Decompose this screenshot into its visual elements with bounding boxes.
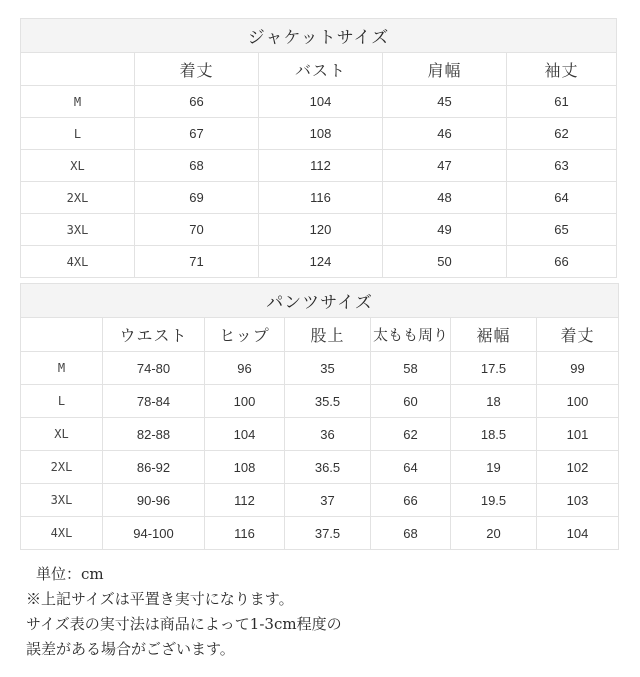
pants-rise-value: 36.5 — [285, 451, 371, 484]
jacket-length-value: 69 — [135, 182, 259, 214]
flat-measurement-note: ※上記サイズは平置き実寸になります。 — [26, 590, 294, 608]
pants-thigh-value: 66 — [371, 484, 451, 517]
jacket-table-title: ジャケットサイズ — [21, 19, 617, 53]
pants-hip-value: 112 — [205, 484, 285, 517]
jacket-header-bust: バスト — [259, 53, 383, 86]
jacket-length-value: 68 — [135, 150, 259, 182]
pants-hem-value: 19 — [451, 451, 537, 484]
pants-hip-value: 108 — [205, 451, 285, 484]
table-row — [21, 451, 619, 484]
pants-length-value: 99 — [537, 352, 619, 385]
pants-hip-value: 96 — [205, 352, 285, 385]
pants-hem-value: 18.5 — [451, 418, 537, 451]
table-row — [21, 150, 617, 182]
measurement-method-note: サイズ表の実寸法は商品によって1-3cm程度の — [26, 615, 342, 633]
size-label: L — [21, 118, 135, 150]
pants-rise-value: 37 — [285, 484, 371, 517]
jacket-shoulder-value: 49 — [383, 214, 507, 246]
pants-thigh-value: 62 — [371, 418, 451, 451]
jacket-sleeve-value: 62 — [507, 118, 617, 150]
table-row — [21, 118, 617, 150]
pants-table-title: パンツサイズ — [21, 284, 619, 318]
jacket-shoulder-value: 50 — [383, 246, 507, 278]
pants-header-hem: 裾幅 — [451, 318, 537, 352]
pants-hip-value: 100 — [205, 385, 285, 418]
jacket-bust-value: 124 — [259, 246, 383, 278]
pants-title-row — [21, 284, 619, 318]
table-row — [21, 352, 619, 385]
pants-length-value: 102 — [537, 451, 619, 484]
jacket-bust-value: 108 — [259, 118, 383, 150]
jacket-sleeve-value: 63 — [507, 150, 617, 182]
jacket-bust-value: 116 — [259, 182, 383, 214]
jacket-sleeve-value: 61 — [507, 86, 617, 118]
jacket-length-value: 70 — [135, 214, 259, 246]
pants-hem-value: 19.5 — [451, 484, 537, 517]
pants-length-value: 104 — [537, 517, 619, 550]
pants-waist-value: 86-92 — [103, 451, 205, 484]
pants-rise-value: 36 — [285, 418, 371, 451]
table-row — [21, 182, 617, 214]
jacket-shoulder-value: 48 — [383, 182, 507, 214]
jacket-sleeve-value: 66 — [507, 246, 617, 278]
pants-hip-value: 104 — [205, 418, 285, 451]
pants-length-value: 100 — [537, 385, 619, 418]
pants-thigh-value: 64 — [371, 451, 451, 484]
size-label: M — [21, 352, 103, 385]
unit-note: 単位：cm — [36, 565, 104, 583]
pants-rise-value: 35.5 — [285, 385, 371, 418]
jacket-header-size — [21, 53, 135, 86]
pants-header-length: 着丈 — [537, 318, 619, 352]
jacket-shoulder-value: 46 — [383, 118, 507, 150]
pants-header-waist: ウエスト — [103, 318, 205, 352]
jacket-bust-value: 120 — [259, 214, 383, 246]
pants-hem-value: 20 — [451, 517, 537, 550]
jacket-header-row — [21, 53, 617, 86]
measurement-error-note: 誤差がある場合がございます。 — [26, 640, 235, 658]
jacket-sleeve-value: 64 — [507, 182, 617, 214]
size-label: L — [21, 385, 103, 418]
jacket-bust-value: 104 — [259, 86, 383, 118]
jacket-length-value: 71 — [135, 246, 259, 278]
size-label: 2XL — [21, 182, 135, 214]
pants-length-value: 101 — [537, 418, 619, 451]
jacket-header-shoulder: 肩幅 — [383, 53, 507, 86]
pants-header-size — [21, 318, 103, 352]
table-row — [21, 385, 619, 418]
jacket-shoulder-value: 47 — [383, 150, 507, 182]
pants-length-value: 103 — [537, 484, 619, 517]
pants-waist-value: 74-80 — [103, 352, 205, 385]
pants-waist-value: 90-96 — [103, 484, 205, 517]
jacket-bust-value: 112 — [259, 150, 383, 182]
pants-hem-value: 17.5 — [451, 352, 537, 385]
size-label: XL — [21, 418, 103, 451]
pants-thigh-value: 68 — [371, 517, 451, 550]
pants-waist-value: 78-84 — [103, 385, 205, 418]
pants-header-row — [21, 318, 619, 352]
size-label: 3XL — [21, 214, 135, 246]
size-label: 4XL — [21, 246, 135, 278]
jacket-sleeve-value: 65 — [507, 214, 617, 246]
jacket-header-length: 着丈 — [135, 53, 259, 86]
table-row — [21, 214, 617, 246]
jacket-length-value: 67 — [135, 118, 259, 150]
pants-thigh-value: 58 — [371, 352, 451, 385]
table-row — [21, 86, 617, 118]
size-label: 4XL — [21, 517, 103, 550]
table-row — [21, 484, 619, 517]
size-label: 2XL — [21, 451, 103, 484]
pants-waist-value: 82-88 — [103, 418, 205, 451]
table-row — [21, 418, 619, 451]
jacket-shoulder-value: 45 — [383, 86, 507, 118]
pants-waist-value: 94-100 — [103, 517, 205, 550]
pants-hem-value: 18 — [451, 385, 537, 418]
pants-rise-value: 35 — [285, 352, 371, 385]
size-label: 3XL — [21, 484, 103, 517]
jacket-size-table — [20, 18, 617, 278]
size-label: M — [21, 86, 135, 118]
table-row — [21, 517, 619, 550]
pants-header-thigh: 太もも周り — [371, 318, 451, 352]
pants-thigh-value: 60 — [371, 385, 451, 418]
pants-header-rise: 股上 — [285, 318, 371, 352]
table-row — [21, 246, 617, 278]
size-notes — [26, 562, 342, 662]
pants-hip-value: 116 — [205, 517, 285, 550]
jacket-title-row — [21, 19, 617, 53]
pants-size-table — [20, 283, 619, 550]
jacket-header-sleeve: 袖丈 — [507, 53, 617, 86]
size-label: XL — [21, 150, 135, 182]
pants-header-hip: ヒップ — [205, 318, 285, 352]
jacket-length-value: 66 — [135, 86, 259, 118]
pants-rise-value: 37.5 — [285, 517, 371, 550]
